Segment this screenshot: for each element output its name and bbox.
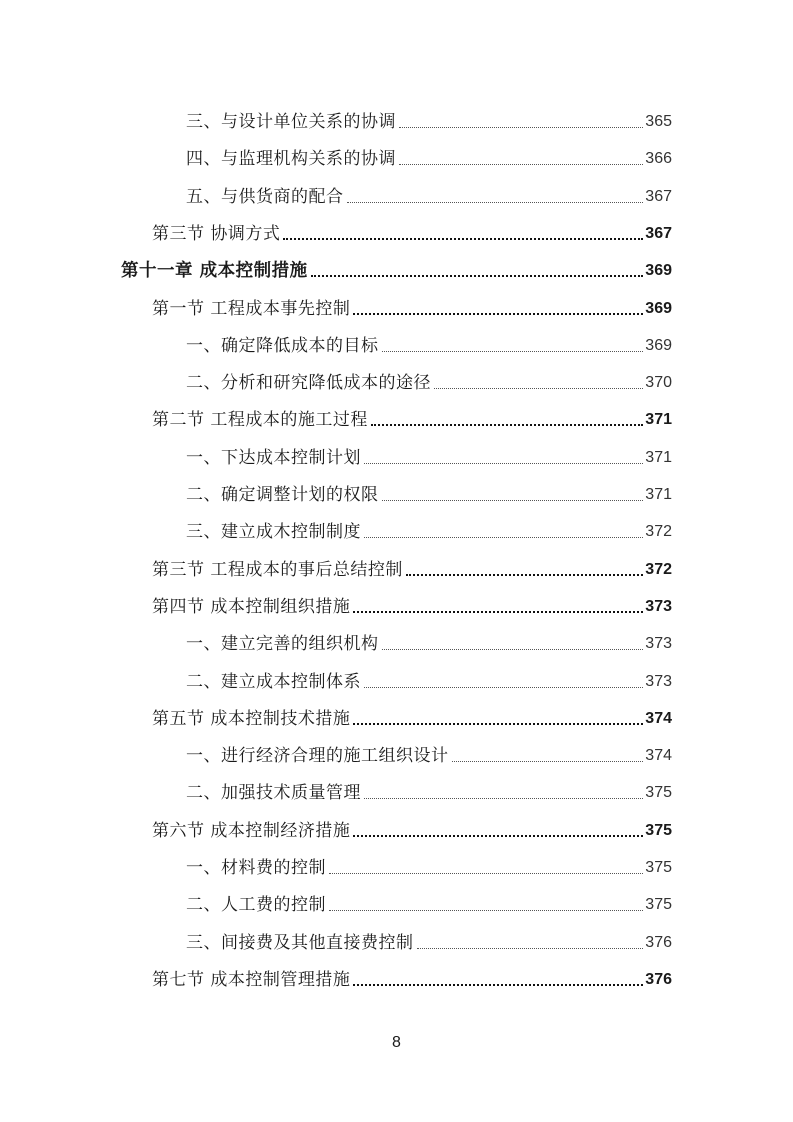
toc-entry-page-number: 373 <box>645 597 672 615</box>
toc-entry-page-number: 373 <box>645 635 672 653</box>
toc-entry-page-number: 375 <box>645 896 672 914</box>
toc-entry-item[interactable] <box>186 886 672 916</box>
toc-entry-title: 二、分析和研究降低成本的途径 <box>186 373 431 394</box>
toc-entry-item[interactable] <box>186 439 672 469</box>
toc-entry-page-number: 366 <box>645 150 672 168</box>
dot-leader <box>353 834 643 837</box>
toc-entry-page-number: 369 <box>645 262 672 280</box>
toc-entry-title: 二、人工费的控制 <box>186 895 326 916</box>
toc-entry-section[interactable] <box>152 700 672 730</box>
toc-entry-page-number: 367 <box>645 187 672 205</box>
toc-entry-section[interactable] <box>152 812 672 842</box>
toc-entry-item[interactable] <box>186 849 672 879</box>
toc-entry-title: 三、与设计单位关系的协调 <box>186 112 396 132</box>
page-number: 8 <box>392 1034 401 1051</box>
toc-entry-section[interactable] <box>152 401 672 431</box>
dot-leader <box>347 201 644 203</box>
dot-leader <box>364 686 643 688</box>
toc-entry-title: 二、确定调整计划的权限 <box>186 485 379 505</box>
toc-entry-title: 第一节 工程成本事先控制 <box>152 298 351 319</box>
toc-entry-page-number: 371 <box>645 448 672 466</box>
toc-entry-page-number: 365 <box>645 113 672 130</box>
toc-entry-page-number: 375 <box>645 821 672 839</box>
toc-entry-title: 第三节 工程成本的事后总结控制 <box>152 559 403 580</box>
toc-entry-page-number: 374 <box>645 709 672 727</box>
dot-leader <box>371 423 643 426</box>
toc-entry-title: 一、材料费的控制 <box>186 858 326 878</box>
toc-entry-section[interactable] <box>152 215 672 245</box>
toc-entry-item[interactable] <box>186 364 672 394</box>
toc-entry-item[interactable] <box>186 513 672 543</box>
toc-entry-title: 四、与监理机构关系的协调 <box>186 149 396 170</box>
toc-entry-section[interactable] <box>152 588 672 618</box>
toc-entry-item[interactable] <box>186 774 672 804</box>
dot-leader <box>434 387 643 389</box>
dot-leader <box>382 648 644 650</box>
toc-entry-title: 第三节 协调方式 <box>152 223 281 244</box>
toc-entry-title: 第四节 成本控制组织措施 <box>152 596 351 617</box>
toc-entry-page-number: 375 <box>645 859 672 876</box>
toc-entry-title: 第十一章 成本控制措施 <box>121 261 308 282</box>
toc-entry-item[interactable] <box>186 737 672 767</box>
toc-entry-page-number: 372 <box>645 560 672 578</box>
dot-leader <box>283 237 643 240</box>
toc-entry-page-number: 371 <box>645 486 672 503</box>
toc-entry-page-number: 367 <box>645 224 672 242</box>
dot-leader <box>399 126 643 128</box>
toc-entry-title: 一、下达成本控制计划 <box>186 447 361 468</box>
toc-entry-title: 一、进行经济合理的施工组织设计 <box>186 746 449 767</box>
dot-leader <box>353 722 643 725</box>
dot-leader <box>406 573 643 576</box>
dot-leader <box>353 983 643 986</box>
toc-entry-item[interactable] <box>186 103 672 133</box>
dot-leader <box>329 909 643 911</box>
toc-entry-title: 第七节 成本控制管理措施 <box>152 969 351 990</box>
toc-entry-item[interactable] <box>186 327 672 357</box>
toc-entry-page-number: 369 <box>645 336 672 354</box>
dot-leader <box>399 163 643 165</box>
dot-leader <box>382 499 644 501</box>
toc-entry-title: 二、加强技术质量管理 <box>186 783 361 804</box>
dot-leader <box>353 312 643 315</box>
toc-entry-title: 三、间接费及其他直接费控制 <box>186 932 414 953</box>
toc-entry-page-number: 372 <box>645 523 672 541</box>
toc-entry-title: 一、确定降低成本的目标 <box>186 335 379 356</box>
toc-entry-title: 第六节 成本控制经济措施 <box>152 820 351 841</box>
toc-entry-item[interactable] <box>186 178 672 208</box>
toc-entry-section[interactable] <box>152 961 672 991</box>
toc-entry-page-number: 376 <box>645 970 672 988</box>
dot-leader <box>311 274 644 277</box>
toc-entry-section[interactable] <box>152 551 672 581</box>
toc-entry-page-number: 374 <box>645 747 672 765</box>
dot-leader <box>364 797 643 799</box>
toc-entry-item[interactable] <box>186 625 672 655</box>
toc-entry-title: 第五节 成本控制技术措施 <box>152 708 351 729</box>
toc-entry-item[interactable] <box>186 663 672 693</box>
dot-leader <box>353 610 643 613</box>
dot-leader <box>417 947 644 949</box>
toc-entry-page-number: 376 <box>645 933 672 951</box>
toc-entry-page-number: 369 <box>645 299 672 317</box>
dot-leader <box>382 350 644 352</box>
toc-entry-item[interactable] <box>186 924 672 954</box>
dot-leader <box>452 760 644 762</box>
toc-entry-page-number: 370 <box>645 374 672 392</box>
toc-entry-title: 第二节 工程成本的施工过程 <box>152 410 368 431</box>
toc-entry-page-number: 371 <box>645 411 672 429</box>
toc-entry-title: 五、与供货商的配合 <box>186 186 344 207</box>
toc-entry-page-number: 373 <box>645 672 672 690</box>
toc-entry-item[interactable] <box>186 476 672 506</box>
toc-entry-title: 二、建立成本控制体系 <box>186 671 361 692</box>
toc-entry-chapter[interactable] <box>121 252 672 282</box>
toc-entry-section[interactable] <box>152 290 672 320</box>
toc-entry-title: 三、建立成木控制制度 <box>186 522 361 543</box>
dot-leader <box>329 872 643 874</box>
toc-entry-title: 一、建立完善的组织机构 <box>186 634 379 655</box>
toc-entry-item[interactable] <box>186 140 672 170</box>
dot-leader <box>364 462 643 464</box>
toc-entry-page-number: 375 <box>645 784 672 802</box>
dot-leader <box>364 536 643 538</box>
